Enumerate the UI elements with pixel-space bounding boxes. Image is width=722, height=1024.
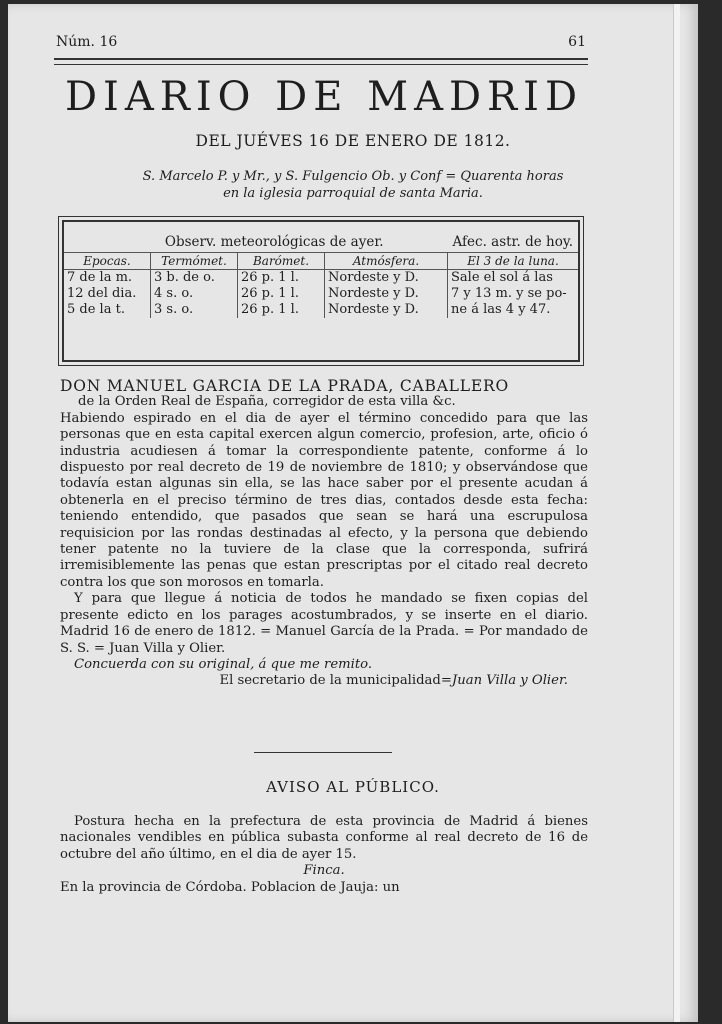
masthead: DIARIO DE MADRID (64, 74, 584, 120)
secretary-name: Juan Villa y Olier. (451, 673, 568, 689)
saints-of-the-day (8, 168, 698, 202)
cell-epoca: 5 de la t. (64, 302, 151, 318)
secretary-title: El secretario de la municipalidad= (219, 673, 452, 689)
decree-heading-cont: de la Orden Real de España, corregidor de esta villa &c. (78, 394, 456, 410)
cell-epoca: 7 de la m. (64, 270, 151, 287)
dateline: DEL JUÉVES 16 DE ENERO DE 1812. (195, 132, 511, 150)
newspaper-page (8, 4, 698, 1022)
decree-article (60, 378, 588, 690)
table-row (64, 302, 578, 318)
issue-number: Núm. 16 (56, 34, 118, 50)
table-row (64, 286, 578, 302)
col-barometro: Barómet. (238, 253, 325, 270)
weather-title-row (64, 222, 578, 253)
cell-atmosfera: Nordeste y D. (325, 270, 448, 287)
cell-atmosfera: Nordeste y D. (325, 286, 448, 302)
decree-paragraph-1: Habiendo espirado en el dia de ayer el término concedido para que las personas que en esta capital exercen algun comercio, profesion, arte, oficio ó industria acudiesen á tomar la correspondiente patente, conforme á lo dispuesto por real decreto de 19 de noviembre de 1810; y observándose que todavía estan algunas sin ella, se las hace saber por el presente acudan á obtenerla en el preciso término de tres dias, contados desde esta fecha: teniendo entendido, que pasados que sean se hará una escrupulosa requisicion por las rondas destinadas al efecto, y la persona que debiendo tener patente no la tuviere de la clase que la corresponda, sufrirá irremisiblemente las penas que estan prescriptas por el citado real decreto contra los que son morosos en tomarla. (60, 410, 588, 590)
header-rule-thin (54, 64, 588, 65)
cell-astro: 7 y 13 m. y se po- (451, 286, 567, 301)
finca-label: Finca. (303, 863, 345, 879)
col-luna: El 3 de la luna. (448, 253, 579, 270)
saints-line-2: en la iglesia parroquial de santa Maria. (223, 186, 483, 201)
cell-termometro: 3 b. de o. (151, 270, 238, 287)
aviso-paragraph-2: En la provincia de Córdoba. Poblacion de Jauja: un (60, 879, 400, 895)
cell-termometro: 4 s. o. (151, 286, 238, 302)
saints-line-1: S. Marcelo P. y Mr., y S. Fulgencio Ob. y Conf = Quarenta horas (142, 169, 564, 184)
cell-termometro: 3 s. o. (151, 302, 238, 318)
weather-header-row (64, 253, 578, 270)
table-row (64, 270, 578, 287)
cell-barometro: 26 p. 1 l. (238, 286, 325, 302)
col-termometro: Termómet. (151, 253, 238, 270)
page-edge (673, 4, 680, 1022)
col-epocas: Epocas. (64, 253, 151, 270)
aviso-paragraph-1: Postura hecha en la prefectura de esta provincia de Madrid á bienes nacionales vendibles en pública subasta conforme al real decreto de 16 de octubre del año último, en el dia de ayer 15. (60, 814, 588, 862)
weather-title-left: Observ. meteorológicas de ayer. (164, 234, 384, 250)
cell-astro: Sale el sol á las (451, 270, 553, 285)
aviso-title: AVISO AL PÚBLICO. (266, 778, 440, 796)
weather-table-box (62, 220, 580, 362)
weather-table (64, 222, 578, 318)
aviso-article (60, 814, 588, 896)
concuerda-line: Concuerda con su original, á que me remito. (74, 656, 373, 672)
section-divider (254, 752, 392, 753)
page-number: 61 (568, 34, 586, 50)
secretary-signoff (60, 673, 588, 689)
cell-astro: ne á las 4 y 47. (451, 302, 551, 317)
cell-epoca: 12 del dia. (64, 286, 151, 302)
cell-atmosfera: Nordeste y D. (325, 302, 448, 318)
col-atmosfera: Atmósfera. (325, 253, 448, 270)
weather-title-right: Afec. astr. de hoy. (452, 234, 573, 250)
cell-barometro: 26 p. 1 l. (238, 302, 325, 318)
header-rule-thick (54, 58, 588, 60)
decree-heading: DON MANUEL GARCIA DE LA PRADA, CABALLERO (60, 377, 509, 395)
decree-paragraph-2: Y para que llegue á noticia de todos he mandado se fixen copias del presente edicto en los parages acostumbrados, y se inserte en el diario. Madrid 16 de enero de 1812. = Manuel García de la Prada. = Por mandado de S. S. = Juan Villa y Olier. (60, 591, 588, 656)
cell-barometro: 26 p. 1 l. (238, 270, 325, 287)
